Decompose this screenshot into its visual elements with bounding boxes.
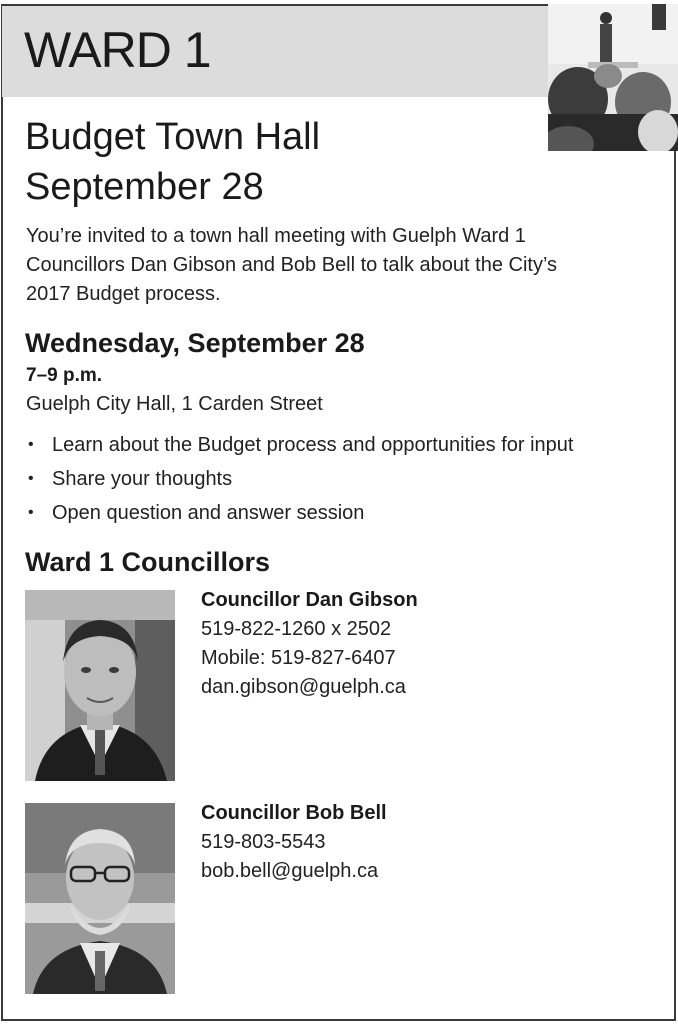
councillor-contact-bob-bell bbox=[201, 799, 387, 886]
event-location: Guelph City Hall, 1 Carden Street bbox=[26, 393, 323, 415]
councillor-photo-bob-bell bbox=[25, 803, 175, 994]
councillors-section-title: Ward 1 Councillors bbox=[25, 547, 271, 577]
intro-line-1: You’re invited to a town hall meeting with Guelph Ward 1 bbox=[26, 225, 526, 247]
headline bbox=[25, 112, 525, 212]
event-time: 7–9 p.m. bbox=[26, 365, 103, 386]
agenda-item-text: Share your thoughts bbox=[52, 468, 233, 490]
list-item bbox=[26, 496, 573, 530]
councillor-name: Councillor Bob Bell bbox=[201, 802, 387, 824]
ward-title: WARD 1 bbox=[24, 22, 211, 78]
councillor-contact-dan-gibson bbox=[201, 586, 418, 702]
headline-line-1: Budget Town Hall bbox=[25, 116, 321, 158]
councillor-email: bob.bell@guelph.ca bbox=[201, 860, 379, 882]
councillor-name: Councillor Dan Gibson bbox=[201, 589, 418, 611]
intro-paragraph bbox=[26, 222, 646, 309]
list-item bbox=[26, 462, 573, 496]
headline-line-2: September 28 bbox=[25, 166, 264, 208]
councillor-mobile: Mobile: 519-827-6407 bbox=[201, 647, 396, 669]
councillor-photo-dan-gibson bbox=[25, 590, 175, 781]
councillor-email: dan.gibson@guelph.ca bbox=[201, 676, 406, 698]
councillor-phone: 519-803-5543 bbox=[201, 831, 326, 853]
bullet-icon: • bbox=[28, 436, 34, 453]
event-date: Wednesday, September 28 bbox=[25, 328, 365, 358]
councillor-phone: 519-822-1260 x 2502 bbox=[201, 618, 392, 640]
bullet-icon: • bbox=[28, 504, 34, 521]
agenda-item-text: Learn about the Budget process and opportunities for input bbox=[52, 434, 574, 456]
bullet-icon: • bbox=[28, 470, 34, 487]
town-hall-photo bbox=[548, 4, 678, 151]
intro-line-2: Councillors Dan Gibson and Bob Bell to talk about the City’s bbox=[26, 254, 558, 276]
list-item bbox=[26, 428, 573, 462]
agenda-list bbox=[26, 428, 573, 530]
agenda-item-text: Open question and answer session bbox=[52, 502, 365, 524]
intro-line-3: 2017 Budget process. bbox=[26, 283, 221, 305]
